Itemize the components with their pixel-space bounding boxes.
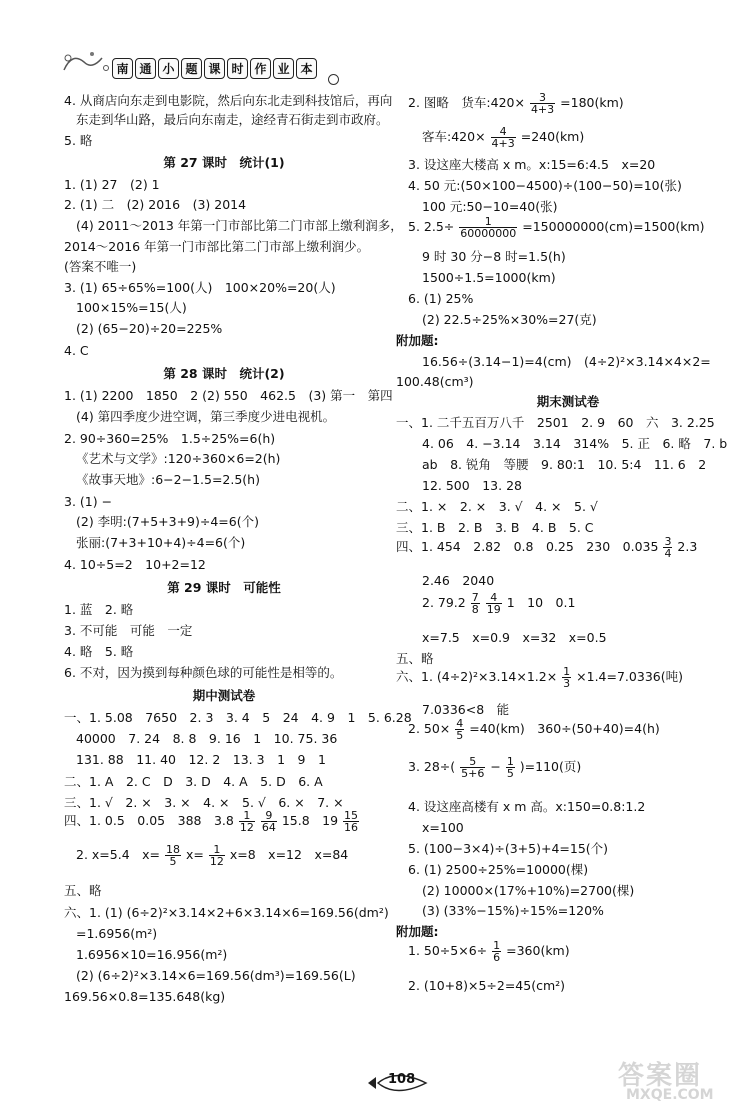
page-number-text: 108 <box>388 1072 416 1087</box>
fraction <box>343 810 359 833</box>
section-title: 第 28 课时 统计(2) <box>163 366 285 381</box>
answer-text: =150000000(cm)=1500(km) <box>522 219 705 234</box>
answer-text: =240(km) <box>520 129 585 144</box>
fraction <box>165 844 181 867</box>
answer-line: 1. 蓝 2. 略 <box>64 602 134 617</box>
answer-line: (4) 第四季度少进空调，第三季度少进电视机。 <box>76 409 336 424</box>
answer-line: 2014～2016 年第一门市部比第二门市部上缴利润少。 <box>64 239 370 254</box>
numerator: 3 <box>530 92 555 104</box>
answer-text: 2. 图略 货车:420× <box>408 95 525 110</box>
answer-line: 100×15%=15(人) <box>76 300 187 315</box>
answer-text: 六、1. (4÷2)²×3.14×1.2× <box>396 669 558 684</box>
answer-line: 二、1. × 2. × 3. √ 4. × 5. √ <box>396 499 598 514</box>
title-char: 时 <box>227 58 248 79</box>
answer-text: − <box>490 759 501 774</box>
answer-line: (2) (6÷2)²×3.14×6=169.56(dm³)=169.56(L) <box>76 968 356 983</box>
page-number <box>366 1072 436 1094</box>
answer-text: 客车:420× <box>422 129 486 144</box>
denominator: 19 <box>486 603 501 616</box>
answer-line <box>408 940 570 963</box>
answer-line: 1. (1) 2200 1850 2 (2) 550 462.5 (3) 第一 第四 <box>64 388 393 403</box>
answer-line: 6. (1) 25% <box>408 291 474 306</box>
fraction <box>459 216 517 239</box>
answer-line <box>408 718 660 741</box>
answer-line: 1500÷1.5=1000(km) <box>422 270 556 285</box>
fraction <box>530 92 555 115</box>
section-title: 第 27 课时 统计(1) <box>163 155 285 170</box>
answer-line: 6. (1) 2500÷25%=10000(棵) <box>408 862 589 877</box>
answer-line: 1.6956×10=16.956(m²) <box>76 947 228 962</box>
answer-line <box>408 756 581 779</box>
answer-line <box>396 536 697 559</box>
answer-text: ×1.4=7.0336(吨) <box>576 669 683 684</box>
answer-text: =40(km) 360÷(50+40)=4(h) <box>469 721 660 736</box>
answer-line: 131. 88 11. 40 12. 2 13. 3 1 9 1 <box>76 752 326 767</box>
denominator: 6 <box>493 951 501 964</box>
denominator: 5+6 <box>461 767 485 780</box>
fraction <box>460 756 485 779</box>
book-series-logo <box>62 44 362 80</box>
answer-line: 9 时 30 分−8 时=1.5(h) <box>422 249 566 264</box>
title-char: 小 <box>158 58 179 79</box>
denominator: 3 <box>563 677 571 690</box>
answer-line: (3) (33%−15%)÷15%=120% <box>422 903 604 918</box>
answer-text: x=8 x=12 x=84 <box>229 847 349 862</box>
answer-line: 100 元:50−10=40(张) <box>422 199 558 214</box>
answer-line: 1. (1) 27 (2) 1 <box>64 177 160 192</box>
title-char: 业 <box>273 58 294 79</box>
answer-text: 1 10 0.1 <box>506 595 576 610</box>
answer-line: 2. (10+8)×5÷2=45(cm²) <box>408 978 566 993</box>
title-char: 本 <box>296 58 317 79</box>
numerator: 4 <box>491 126 516 138</box>
answer-line: 东走到华山路，最后向东南走，途经青石街走到市政府。 <box>76 112 389 127</box>
answer-text: 5. 2.5÷ <box>408 219 455 234</box>
denominator: 4+3 <box>530 103 555 116</box>
answer-text: 15.8 19 <box>281 813 339 828</box>
answer-line: 张丽:(7+3+10+4)÷4=6(个) <box>76 535 246 550</box>
series-title <box>112 58 317 79</box>
answer-line: 5. 略 <box>64 133 93 148</box>
answer-line: 40000 7. 24 8. 8 9. 16 1 10. 75. 36 <box>76 731 338 746</box>
section-title: 期末测试卷 <box>536 394 600 409</box>
section-title: 期中测试卷 <box>192 688 256 703</box>
answer-text: 四、1. 454 2.82 0.8 0.25 230 0.035 <box>396 539 659 554</box>
decorative-circle-icon <box>328 74 339 85</box>
fraction <box>663 536 672 559</box>
answer-line: 4. 50 元:(50×100−4500)÷(100−50)=10(张) <box>408 178 682 193</box>
answer-line: 5. (100−3×4)÷(3+5)+4=15(个) <box>408 841 609 856</box>
answer-line: 3. (1) 65÷65%=100(人) 100×20%=20(人) <box>64 280 336 295</box>
answer-line: 《艺术与文学》:120÷360×6=2(h) <box>76 451 281 466</box>
fraction <box>492 940 501 963</box>
numerator: 4 <box>456 717 464 730</box>
answer-line: 二、1. A 2. C D 3. D 4. A 5. D 6. A <box>64 774 323 789</box>
watermark-url: MXQE.COM <box>626 1087 714 1103</box>
answer-text: 2. x=5.4 x= <box>76 847 161 862</box>
answer-line: 3. (1) − <box>64 494 113 509</box>
numerator: 1 <box>563 665 571 678</box>
section-title: 第 29 课时 可能性 <box>167 580 281 595</box>
answer-line: (2) 22.5÷25%×30%=27(克) <box>422 312 597 327</box>
answer-text: 2. 50× <box>408 721 451 736</box>
watermark-title: 答案圈 <box>618 1061 703 1091</box>
denominator: 12 <box>239 821 254 834</box>
fraction <box>455 718 464 741</box>
answer-line <box>408 92 624 115</box>
answer-line: 2. (1) 二 (2) 2016 (3) 2014 <box>64 197 247 212</box>
answer-line: 6. 不对，因为摸到每种颜色球的可能性是相等的。 <box>64 665 343 680</box>
answer-line: 4. 从商店向东走到电影院，然后向东北走到科技馆后，再向 <box>64 93 393 108</box>
answer-line <box>422 126 584 149</box>
numerator: 7 <box>471 591 479 604</box>
denominator: 8 <box>471 603 479 616</box>
fraction <box>562 666 571 689</box>
numerator: 1 <box>506 755 514 768</box>
answer-line: (2) (65−20)÷20=225% <box>76 321 223 336</box>
numerator: 1 <box>209 844 225 856</box>
watermark <box>618 1055 738 1107</box>
answer-line: 4. C <box>64 343 89 358</box>
answer-line: 2. 90÷360=25% 1.5÷25%=6(h) <box>64 431 276 446</box>
answer-text: 2.3 <box>677 539 698 554</box>
answer-line: 附加题: <box>396 333 439 348</box>
answer-line: 一、1. 二千五百万八千 2501 2. 9 60 六 3. 2.25 <box>396 415 715 430</box>
title-char: 作 <box>250 58 271 79</box>
fraction <box>261 810 277 833</box>
answer-line: (2) 10000×(17%+10%)=2700(棵) <box>422 883 635 898</box>
answer-line: (4) 2011～2013 年第一门市部比第二门市部上缴利润多， <box>76 218 403 233</box>
fraction <box>471 592 480 615</box>
answer-text: 3. 28÷( <box>408 759 456 774</box>
denominator: 5 <box>506 767 514 780</box>
numerator: 18 <box>166 843 181 856</box>
answer-text: =180(km) <box>560 95 624 110</box>
answer-line: (2) 李明:(7+5+3+9)÷4=6(个) <box>76 514 259 529</box>
answer-line: 3. 设这座大楼高 x m。x:15=6:4.5 x=20 <box>408 157 656 172</box>
numerator: 1 <box>459 216 517 228</box>
fraction <box>491 126 516 149</box>
answer-line: 《故事天地》:6−2−1.5=2.5(h) <box>76 472 260 487</box>
answer-line <box>422 592 575 615</box>
answer-line: 12. 500 13. 28 <box>422 478 522 493</box>
answer-line: 三、1. √ 2. × 3. × 4. × 5. √ 6. × 7. × <box>64 795 344 810</box>
answer-line: 3. 不可能 可能 一定 <box>64 623 193 638</box>
numerator: 1 <box>493 939 501 952</box>
denominator: 5 <box>456 729 464 742</box>
answer-text: x= <box>186 847 204 862</box>
answer-line: 五、略 <box>64 883 102 898</box>
answer-line: 2.46 2040 <box>422 573 495 588</box>
numerator: 15 <box>344 809 359 822</box>
title-char: 题 <box>181 58 202 79</box>
fraction <box>486 592 502 615</box>
fraction <box>506 756 515 779</box>
answer-line: =1.6956(m²) <box>76 926 158 941</box>
answer-line: ab 8. 锐角 等腰 9. 80:1 10. 5:4 11. 6 2 <box>422 457 707 472</box>
numerator: 9 <box>261 810 277 822</box>
answer-line: 4. 设这座高楼有 x m 高。x:150=0.8:1.2 <box>408 799 646 814</box>
denominator: 60000000 <box>460 227 517 240</box>
answer-line: 100.48(cm³) <box>396 374 474 389</box>
answer-text: 2. 79.2 <box>422 595 466 610</box>
answer-line <box>76 844 348 867</box>
title-char: 通 <box>135 58 156 79</box>
answer-line: 4. 略 5. 略 <box>64 644 134 659</box>
answer-line <box>396 666 683 689</box>
fraction <box>209 844 225 867</box>
answer-text: 1. 50÷5×6÷ <box>408 943 488 958</box>
answer-line <box>408 216 705 239</box>
denominator: 4+3 <box>491 137 515 150</box>
answer-line: (答案不唯一) <box>64 259 137 274</box>
answer-line: 4. 10÷5=2 10+2=12 <box>64 557 206 572</box>
answer-line: 六、1. (1) (6÷2)²×3.14×2+6×3.14×6=169.56(dm²) <box>64 905 389 920</box>
answer-line: 一、1. 5.08 7650 2. 3 3. 4 5 24 4. 9 1 5. 6.28 <box>64 710 412 725</box>
numerator: 4 <box>486 592 502 604</box>
answer-line: 4. 06 4. −3.14 3.14 314% 5. 正 6. 略 7. b <box>422 436 728 451</box>
answer-line: 7.0336<8 能 <box>422 702 510 717</box>
denominator: 4 <box>664 547 672 560</box>
answer-line: 附加题: <box>396 924 439 939</box>
denominator: 12 <box>209 855 224 868</box>
title-char: 课 <box>204 58 225 79</box>
answer-text: )=110(页) <box>519 759 582 774</box>
answer-line: 169.56×0.8=135.648(kg) <box>64 989 226 1004</box>
denominator: 16 <box>344 821 359 834</box>
numerator: 1 <box>239 810 255 822</box>
fraction <box>239 810 255 833</box>
answer-line: 16.56÷(3.14−1)=4(cm) (4÷2)²×3.14×4×2= <box>422 354 711 369</box>
numerator: 5 <box>460 756 485 768</box>
answer-text: =360(km) <box>506 943 570 958</box>
denominator: 5 <box>169 855 177 868</box>
answer-text: 四、1. 0.5 0.05 388 3.8 <box>64 813 234 828</box>
title-char: 南 <box>112 58 133 79</box>
answer-line <box>64 810 360 833</box>
answer-line: 五、略 <box>396 651 434 666</box>
numerator: 3 <box>664 535 672 548</box>
answer-line: x=7.5 x=0.9 x=32 x=0.5 <box>422 630 607 645</box>
answer-line: 三、1. B 2. B 3. B 4. B 5. C <box>396 520 594 535</box>
denominator: 64 <box>261 821 276 834</box>
answer-line: x=100 <box>422 820 464 835</box>
